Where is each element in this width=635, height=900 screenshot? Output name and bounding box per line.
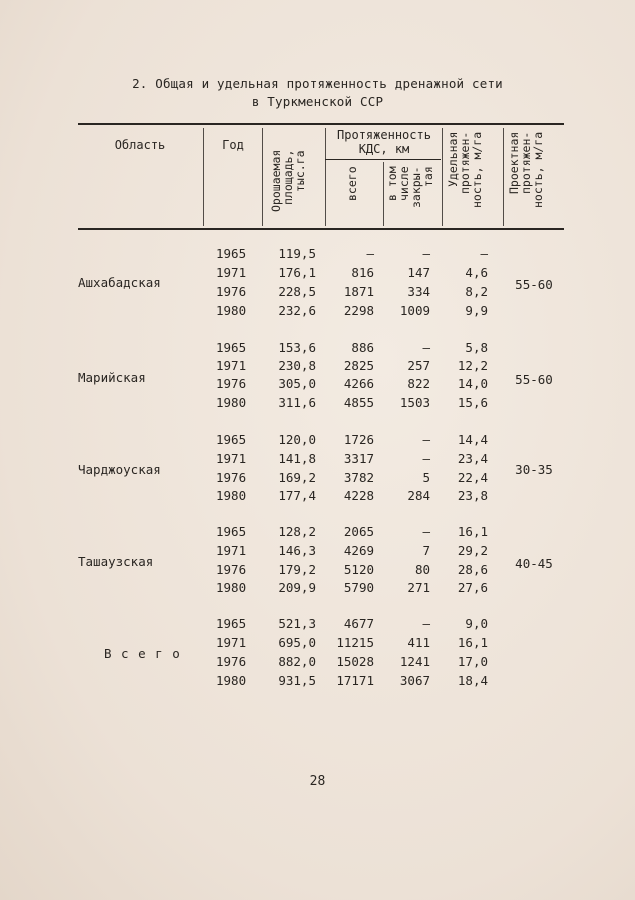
year-cell: 1965 — [216, 524, 247, 539]
closed-cell: 3067 — [399, 673, 430, 688]
closed-cell: – — [422, 340, 430, 355]
year-cell: 1965 — [216, 432, 247, 447]
header-closed: в том числе закры- тая — [385, 166, 435, 208]
total-cell: 1726 — [343, 432, 374, 447]
total-cell: 17171 — [336, 673, 374, 688]
specific-cell: 14,0 — [457, 376, 488, 391]
specific-cell: – — [480, 246, 488, 261]
total-cell: 2065 — [343, 524, 374, 539]
specific-cell: 22,4 — [457, 470, 488, 485]
header-bottom-rule — [78, 228, 564, 230]
specific-cell: 5,8 — [465, 340, 488, 355]
year-cell: 1965 — [216, 246, 247, 261]
year-cell: 1971 — [216, 543, 247, 558]
specific-cell: 16,1 — [457, 524, 488, 539]
closed-cell: 1009 — [399, 303, 430, 318]
specific-cell: 9,9 — [465, 303, 488, 318]
region-label: Ашхабадская — [78, 275, 161, 290]
total-cell: 4855 — [343, 395, 374, 410]
total-cell: 3317 — [343, 451, 374, 466]
closed-cell: – — [422, 246, 430, 261]
projected-value: 55-60 — [515, 372, 553, 387]
total-cell: 11215 — [336, 635, 374, 650]
closed-cell: 1241 — [399, 654, 430, 669]
area-cell: 311,6 — [278, 395, 316, 410]
total-cell: 2825 — [343, 358, 374, 373]
closed-cell: – — [422, 524, 430, 539]
specific-cell: 12,2 — [457, 358, 488, 373]
closed-cell: – — [422, 616, 430, 631]
closed-cell: 822 — [407, 376, 430, 391]
year-cell: 1976 — [216, 654, 247, 669]
area-cell: 120,0 — [278, 432, 316, 447]
header-specific-length: Удельная протяжен- ность, м/га — [446, 132, 484, 209]
area-cell: 128,2 — [278, 524, 316, 539]
specific-cell: 4,6 — [465, 265, 488, 280]
year-cell: 1980 — [216, 488, 247, 503]
specific-cell: 23,4 — [457, 451, 488, 466]
year-cell: 1971 — [216, 635, 247, 650]
year-cell: 1980 — [216, 303, 247, 318]
closed-cell: 147 — [407, 265, 430, 280]
closed-cell: 5 — [422, 470, 430, 485]
year-cell: 1971 — [216, 451, 247, 466]
year-cell: 1980 — [216, 395, 247, 410]
total-cell: – — [366, 246, 374, 261]
region-label: Марийская — [78, 370, 146, 385]
year-cell: 1965 — [216, 340, 247, 355]
area-cell: 695,0 — [278, 635, 316, 650]
specific-cell: 28,6 — [457, 562, 488, 577]
area-cell: 177,4 — [278, 488, 316, 503]
year-cell: 1980 — [216, 580, 247, 595]
specific-cell: 23,8 — [457, 488, 488, 503]
area-cell: 882,0 — [278, 654, 316, 669]
area-cell: 176,1 — [278, 265, 316, 280]
length-subheader-rule — [325, 159, 441, 160]
total-cell: 4269 — [343, 543, 374, 558]
projected-value: 55-60 — [515, 277, 553, 292]
specific-cell: 8,2 — [465, 284, 488, 299]
year-cell: 1971 — [216, 358, 247, 373]
area-cell: 230,8 — [278, 358, 316, 373]
total-cell: 15028 — [336, 654, 374, 669]
total-cell: 1871 — [343, 284, 374, 299]
total-cell: 4266 — [343, 376, 374, 391]
total-cell: 3782 — [343, 470, 374, 485]
closed-cell: 80 — [414, 562, 430, 577]
specific-cell: 14,4 — [457, 432, 488, 447]
header-length: Протяженность КДС, км — [337, 128, 431, 156]
col-sep-1 — [203, 128, 204, 226]
region-label: Ташаузская — [78, 554, 154, 569]
header-irrigated-area: Орошаемая площадь, тыс.га — [269, 150, 307, 213]
closed-cell: – — [422, 451, 430, 466]
specific-cell: 17,0 — [457, 654, 488, 669]
area-cell: 209,9 — [278, 580, 316, 595]
specific-cell: 18,4 — [457, 673, 488, 688]
area-cell: 169,2 — [278, 470, 316, 485]
year-cell: 1965 — [216, 616, 247, 631]
region-label: Чарджоуская — [78, 462, 161, 477]
area-cell: 119,5 — [278, 246, 316, 261]
col-sep-6 — [503, 128, 504, 226]
closed-cell: 411 — [407, 635, 430, 650]
header-projected-length: Проектная протяжен- ность, м/га — [507, 132, 545, 209]
year-cell: 1971 — [216, 265, 247, 280]
total-cell: 5790 — [343, 580, 374, 595]
specific-cell: 15,6 — [457, 395, 488, 410]
col-sep-5 — [442, 128, 443, 226]
closed-cell: 334 — [407, 284, 430, 299]
total-cell: 4228 — [343, 488, 374, 503]
total-cell: 2298 — [343, 303, 374, 318]
projected-value: 30-35 — [515, 462, 553, 477]
table-title-line-1: 2. Общая и удельная протяженность дренажной сети — [132, 76, 503, 91]
header-total: всего — [345, 166, 359, 201]
closed-cell: – — [422, 432, 430, 447]
closed-cell: 284 — [407, 488, 430, 503]
col-sep-2 — [262, 128, 263, 226]
closed-cell: 1503 — [399, 395, 430, 410]
total-cell: 886 — [351, 340, 374, 355]
closed-cell: 7 — [422, 543, 430, 558]
year-cell: 1976 — [216, 562, 247, 577]
header-region: Область — [114, 138, 166, 152]
total-cell: 5120 — [343, 562, 374, 577]
area-cell: 521,3 — [278, 616, 316, 631]
total-label: В с е г о — [104, 646, 181, 661]
area-cell: 179,2 — [278, 562, 316, 577]
year-cell: 1976 — [216, 284, 247, 299]
page-number: 28 — [309, 774, 326, 789]
specific-cell: 29,2 — [457, 543, 488, 558]
closed-cell: 257 — [407, 358, 430, 373]
area-cell: 153,6 — [278, 340, 316, 355]
total-cell: 4677 — [343, 616, 374, 631]
table-title-line-2: в Туркменской ССР — [251, 94, 384, 109]
year-cell: 1976 — [216, 470, 247, 485]
area-cell: 141,8 — [278, 451, 316, 466]
specific-cell: 27,6 — [457, 580, 488, 595]
specific-cell: 16,1 — [457, 635, 488, 650]
area-cell: 232,6 — [278, 303, 316, 318]
area-cell: 228,5 — [278, 284, 316, 299]
area-cell: 931,5 — [278, 673, 316, 688]
area-cell: 146,3 — [278, 543, 316, 558]
projected-value: 40-45 — [515, 556, 553, 571]
header-year: Год — [222, 138, 244, 152]
total-cell: 816 — [351, 265, 374, 280]
closed-cell: 271 — [407, 580, 430, 595]
header-top-rule — [78, 123, 564, 125]
year-cell: 1980 — [216, 673, 247, 688]
year-cell: 1976 — [216, 376, 247, 391]
specific-cell: 9,0 — [465, 616, 488, 631]
area-cell: 305,0 — [278, 376, 316, 391]
